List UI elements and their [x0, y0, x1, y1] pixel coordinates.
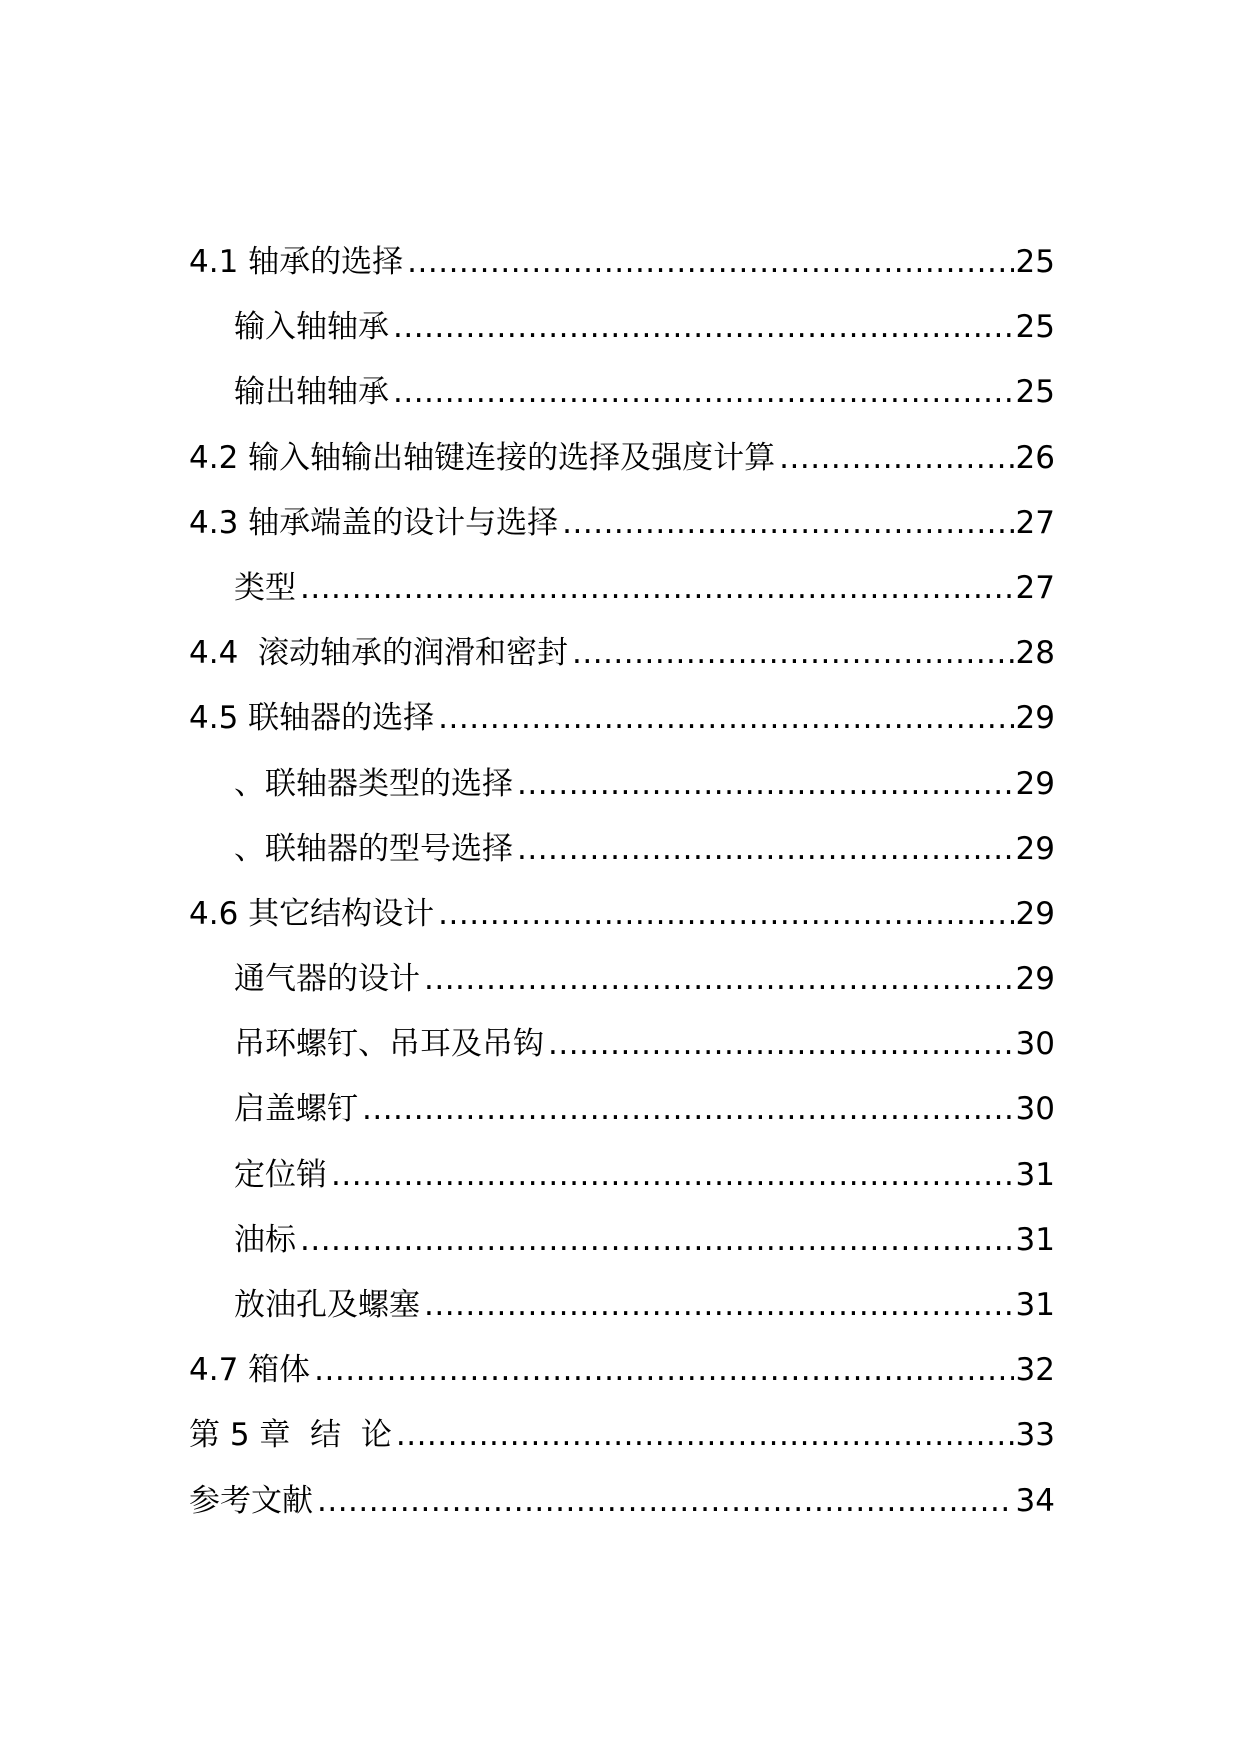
toc-dot-leader	[548, 1012, 1014, 1077]
toc-entry-4-5[interactable]	[189, 686, 1055, 751]
toc-entry-label: 4.6 其它结构设计	[189, 895, 435, 932]
toc-entry-label: 输出轴轴承	[234, 374, 389, 411]
toc-page-number: 29	[1015, 765, 1055, 802]
toc-page-number: 27	[1015, 569, 1055, 606]
toc-entry-breather[interactable]	[189, 947, 1055, 1012]
toc-dot-leader	[424, 1273, 1014, 1338]
toc-entry-label: 4.7 箱体	[189, 1352, 311, 1389]
toc-dot-leader	[300, 1208, 1014, 1273]
toc-entry-drain-plug[interactable]	[189, 1273, 1055, 1338]
toc-entry-coupling-model[interactable]	[189, 817, 1055, 882]
toc-dot-leader	[300, 556, 1014, 621]
toc-dot-leader	[438, 686, 1013, 751]
toc-dot-leader	[393, 295, 1014, 360]
toc-entry-label: 4.4 滚动轴承的润滑和密封	[189, 635, 569, 672]
toc-entry-label: 吊环螺钉、吊耳及吊钩	[234, 1026, 544, 1063]
toc-entry-output-shaft-bearing[interactable]	[189, 360, 1055, 425]
toc-entry-label: 类型	[234, 569, 296, 606]
toc-page-number: 32	[1015, 1352, 1055, 1389]
toc-page-number: 29	[1015, 961, 1055, 998]
toc-entry-references[interactable]	[189, 1469, 1055, 1534]
toc-page-number: 25	[1015, 244, 1055, 280]
toc-entry-chapter-5[interactable]	[189, 1403, 1055, 1468]
toc-entry-label: 油标	[234, 1221, 296, 1258]
table-of-contents	[189, 230, 1055, 1534]
toc-dot-leader	[438, 882, 1013, 947]
toc-entry-label: 、联轴器类型的选择	[234, 765, 513, 802]
toc-dot-leader	[317, 1469, 1014, 1534]
toc-dot-leader	[396, 1403, 1014, 1468]
toc-entry-type[interactable]	[189, 556, 1055, 621]
toc-entry-label: 启盖螺钉	[234, 1091, 358, 1128]
toc-page-number: 28	[1015, 635, 1055, 672]
toc-entry-4-6[interactable]	[189, 882, 1055, 947]
toc-page-number: 33	[1015, 1417, 1055, 1454]
toc-entry-label: 、联轴器的型号选择	[234, 830, 513, 867]
toc-dot-leader	[331, 1143, 1014, 1208]
toc-entry-jack-screw[interactable]	[189, 1077, 1055, 1142]
toc-dot-leader	[517, 752, 1014, 817]
toc-page-number: 31	[1015, 1287, 1055, 1323]
toc-page-number: 25	[1015, 309, 1055, 346]
toc-entry-input-shaft-bearing[interactable]	[189, 295, 1055, 360]
toc-entry-label: 4.5 联轴器的选择	[189, 700, 435, 737]
toc-page-number: 34	[1015, 1482, 1055, 1519]
toc-entry-label: 4.3 轴承端盖的设计与选择	[189, 504, 559, 541]
toc-dot-leader	[562, 491, 1013, 556]
toc-page-number: 26	[1015, 439, 1055, 476]
toc-dot-leader	[779, 426, 1013, 491]
toc-page-number: 30	[1015, 1091, 1055, 1128]
toc-entry-lifting-devices[interactable]	[189, 1012, 1055, 1077]
toc-dot-leader	[572, 621, 1014, 686]
toc-entry-label: 通气器的设计	[234, 961, 420, 998]
toc-dot-leader	[362, 1077, 1014, 1142]
toc-entry-label: 参考文献	[189, 1482, 313, 1519]
toc-page-number: 27	[1015, 504, 1055, 541]
toc-dot-leader	[407, 230, 1013, 295]
toc-entry-label: 第 5 章 结 论	[189, 1417, 392, 1454]
toc-page-number: 30	[1015, 1026, 1055, 1063]
toc-entry-label: 输入轴轴承	[234, 309, 389, 346]
toc-entry-locating-pin[interactable]	[189, 1143, 1055, 1208]
toc-page-number: 31	[1015, 1156, 1055, 1193]
toc-entry-label: 定位销	[234, 1156, 327, 1193]
toc-entry-4-3[interactable]	[189, 491, 1055, 556]
toc-page-number: 29	[1015, 895, 1055, 932]
toc-dot-leader	[314, 1338, 1013, 1403]
toc-entry-4-4[interactable]	[189, 621, 1055, 686]
toc-page-number: 29	[1015, 700, 1055, 737]
toc-page-number: 29	[1015, 830, 1055, 867]
toc-dot-leader	[517, 817, 1014, 882]
toc-entry-4-7[interactable]	[189, 1338, 1055, 1403]
toc-dot-leader	[424, 947, 1014, 1012]
toc-page-number: 31	[1015, 1221, 1055, 1258]
toc-entry-label: 4.2 输入轴输出轴键连接的选择及强度计算	[189, 439, 776, 476]
toc-entry-label: 放油孔及螺塞	[234, 1287, 420, 1323]
toc-dot-leader	[393, 360, 1014, 425]
toc-entry-label: 4.1 轴承的选择	[189, 244, 404, 280]
toc-entry-4-2[interactable]	[189, 426, 1055, 491]
toc-entry-coupling-type[interactable]	[189, 752, 1055, 817]
toc-entry-4-1[interactable]	[189, 230, 1055, 295]
toc-entry-oil-gauge[interactable]	[189, 1208, 1055, 1273]
toc-page-number: 25	[1015, 374, 1055, 411]
